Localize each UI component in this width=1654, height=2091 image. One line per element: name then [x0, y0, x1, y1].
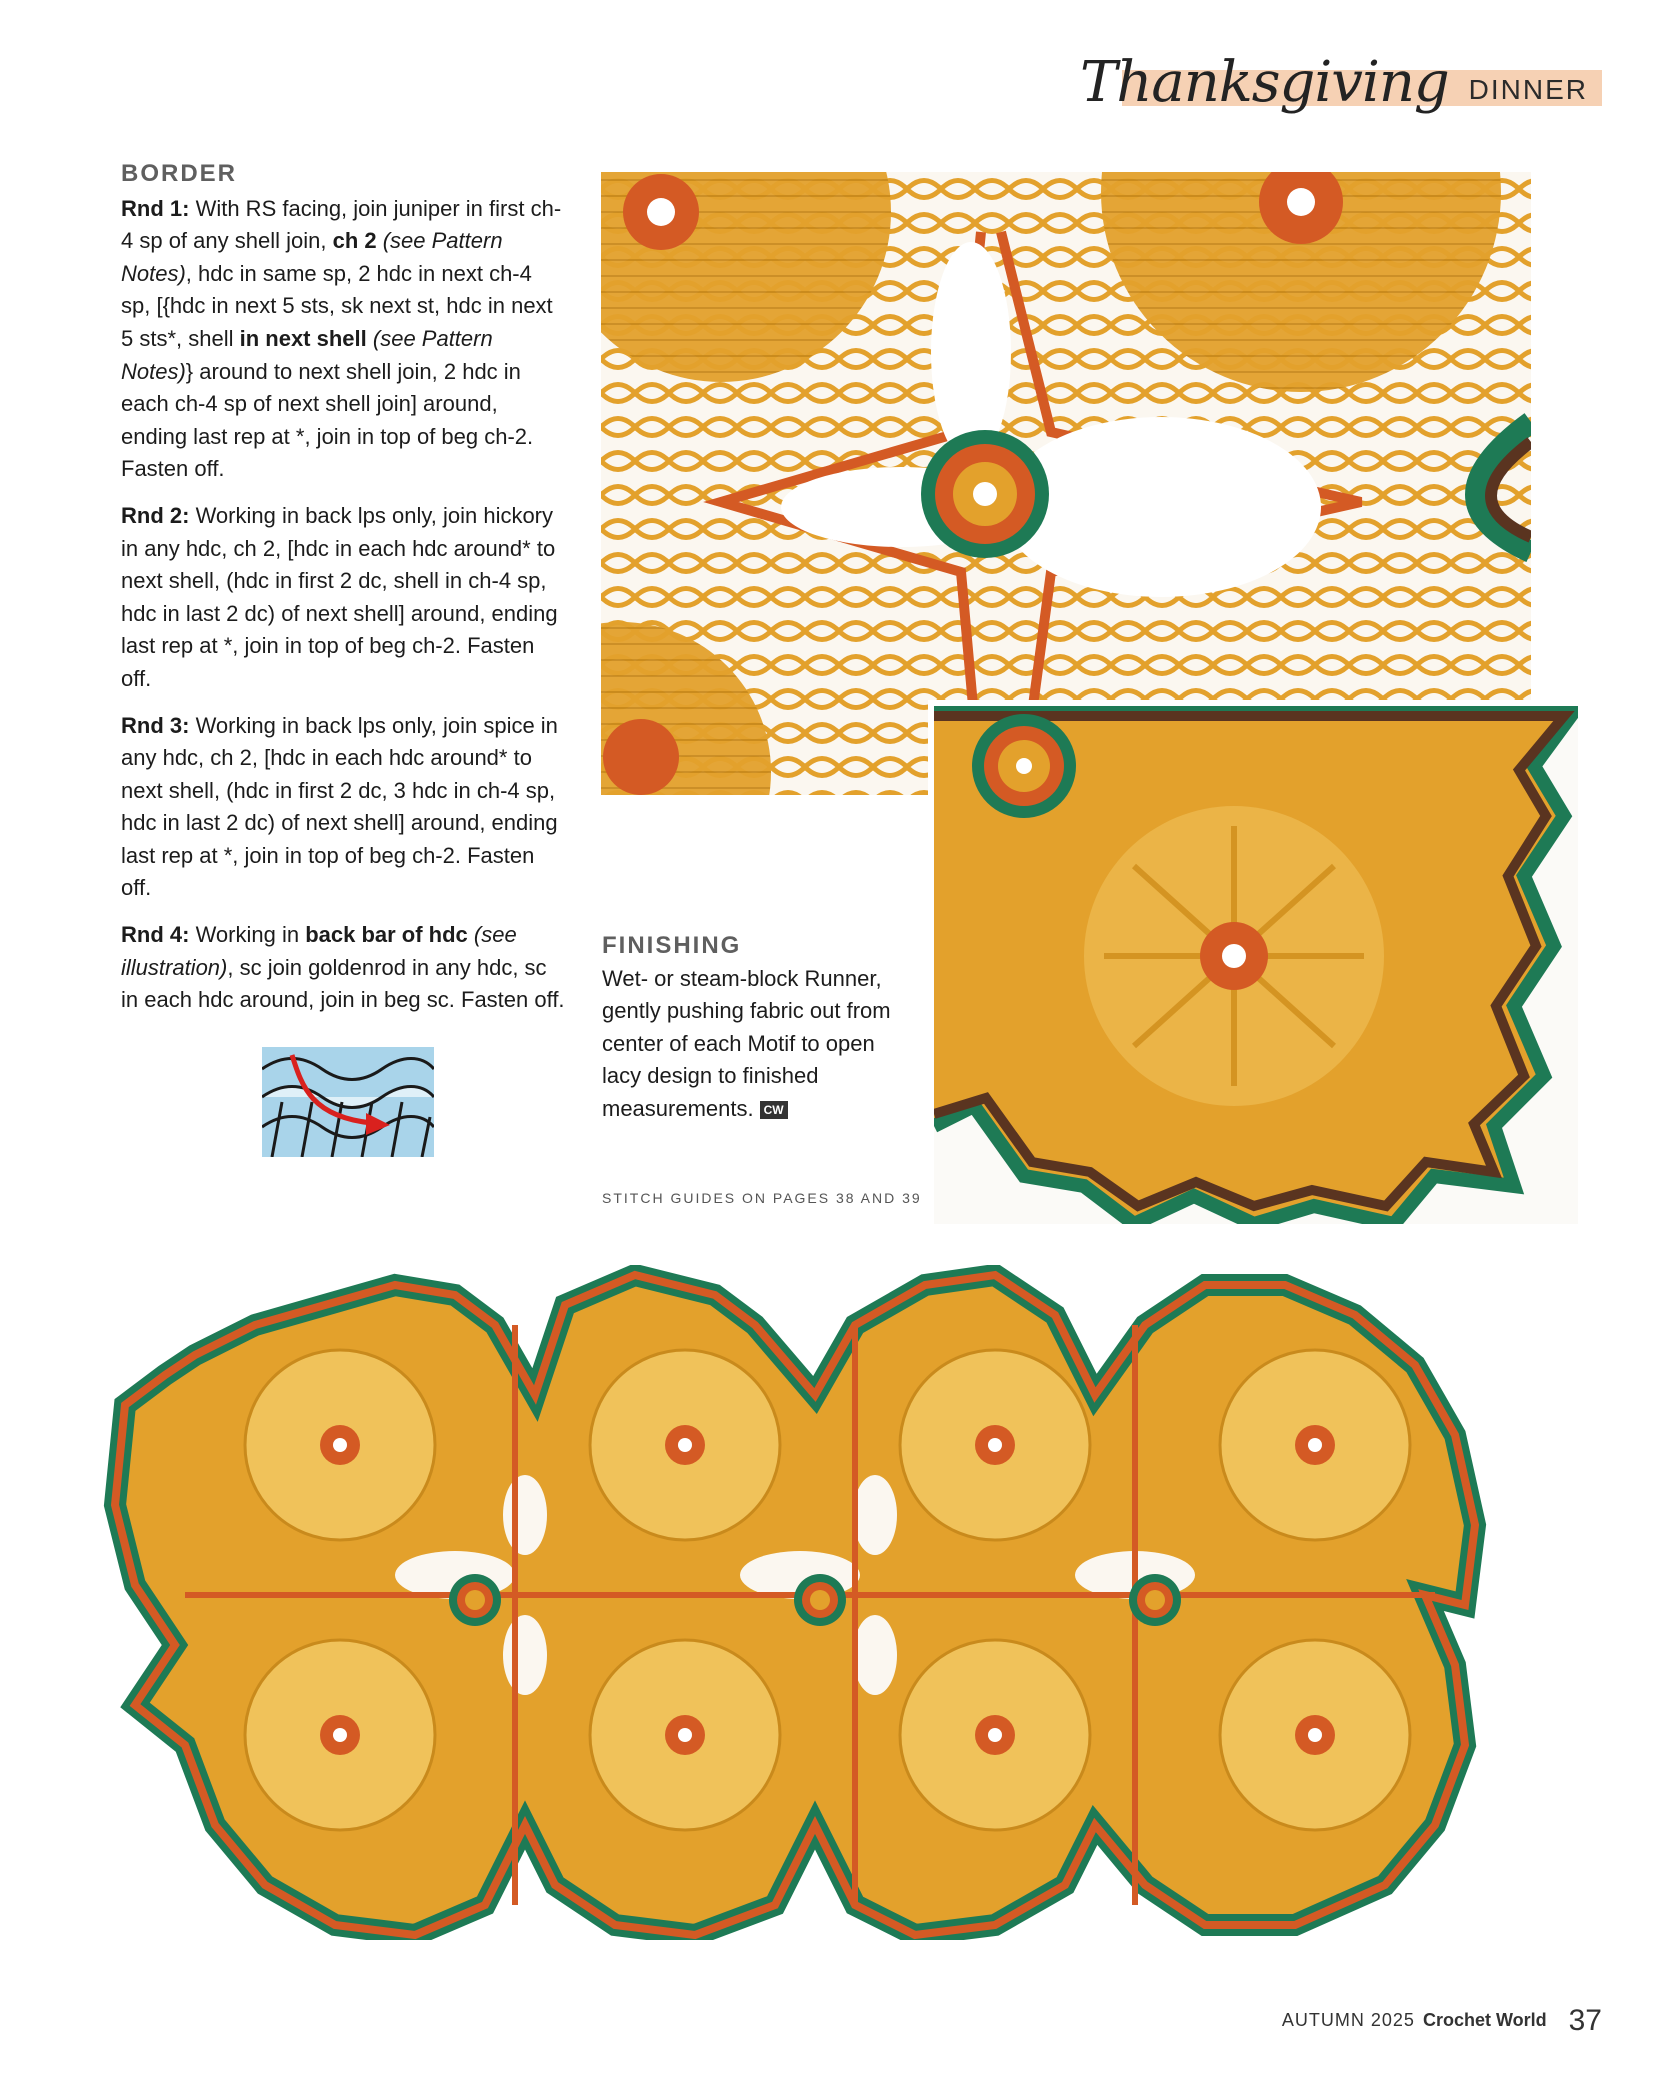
closeup-photo-edge-motif: [928, 700, 1584, 1230]
page-footer: [1282, 2004, 1602, 2038]
cw-end-badge: CW: [760, 1101, 788, 1119]
footer-issue: AUTUMN 2025: [1281, 2010, 1415, 2030]
rnd4-paragraph: [121, 919, 567, 1017]
border-heading: BORDER: [121, 160, 238, 187]
rnd4-text-2: , sc join goldenrod in any hdc, sc in each hdc around, join in beg sc. Fasten off.: [121, 954, 565, 1013]
page-number: 37: [1568, 2004, 1602, 2037]
rnd1-paragraph: [121, 193, 567, 486]
rnd4-text-1: Working in: [189, 922, 306, 948]
finishing-heading: FINISHING: [602, 932, 742, 959]
rnd3-label: Rnd 3:: [121, 712, 190, 738]
finishing-section: [602, 930, 902, 1126]
header-script-title: Thanksgiving: [1080, 50, 1449, 115]
rnd1-bold-2: in next shell: [239, 325, 367, 351]
rnd1-text-1: With RS facing, join juniper in first ch-4 sp of any shell join,: [121, 195, 562, 254]
rnd4-bold-1: back bar of hdc: [305, 922, 468, 948]
rnd1-text-3: } around to next shell join, 2 hdc in each ch-4 sp of next shell join] around, ending last rep at *, join in top of beg ch-2. Fasten off.: [121, 358, 534, 482]
border-instructions: [121, 158, 567, 1031]
page-header: [1062, 50, 1602, 118]
rnd2-paragraph: [121, 500, 567, 696]
header-title-suffix: DINNER: [1468, 74, 1588, 105]
stitch-guides-note: STITCH GUIDES ON PAGES 38 AND 39: [602, 1190, 922, 1206]
rnd4-italic-1: (see illustration): [121, 922, 517, 980]
rnd2-text: Working in back lps only, join hickory in any hdc, ch 2, [hdc in each hdc around* to next shell, (hdc in first 2 dc, shell in ch-4 sp, hdc in last 2 dc) of next shell] around, ending last rep at *, join in top of beg ch-2. Fasten off.: [121, 502, 558, 691]
rnd1-label: Rnd 1:: [121, 195, 190, 221]
finishing-text: Wet- or steam-block Runner, gently pushing fabric out from center of each Motif to open lacy design to finished measurements.: [602, 965, 891, 1121]
table-runner-photo: [95, 1265, 1565, 1940]
rnd2-label: Rnd 2:: [121, 502, 190, 528]
rnd3-paragraph: [121, 710, 567, 906]
rnd1-text-2: , hdc in same sp, 2 hdc in next ch-4 sp, [{hdc in next 5 sts, sk next st, hdc in next 5 sts*, shell: [121, 260, 553, 351]
rnd1-bold-1: ch 2: [332, 228, 377, 254]
rnd1-italic-1: (see Pattern Notes): [121, 228, 503, 286]
rnd3-text: Working in back lps only, join spice in any hdc, ch 2, [hdc in each hdc around* to next shell, (hdc in first 2 dc, 3 hdc in ch-4 sp, hdc in last 2 dc) of next shell] around, ending last rep at *, join in top of beg ch-2. Fasten off.: [121, 712, 558, 901]
back-bar-illustration: [262, 1047, 434, 1157]
finishing-text-wrap: [602, 963, 902, 1126]
rnd1-italic-2: (see Pattern Notes): [121, 325, 493, 384]
footer-magazine: Crochet World: [1422, 2010, 1547, 2030]
rnd4-label: Rnd 4:: [121, 922, 190, 948]
